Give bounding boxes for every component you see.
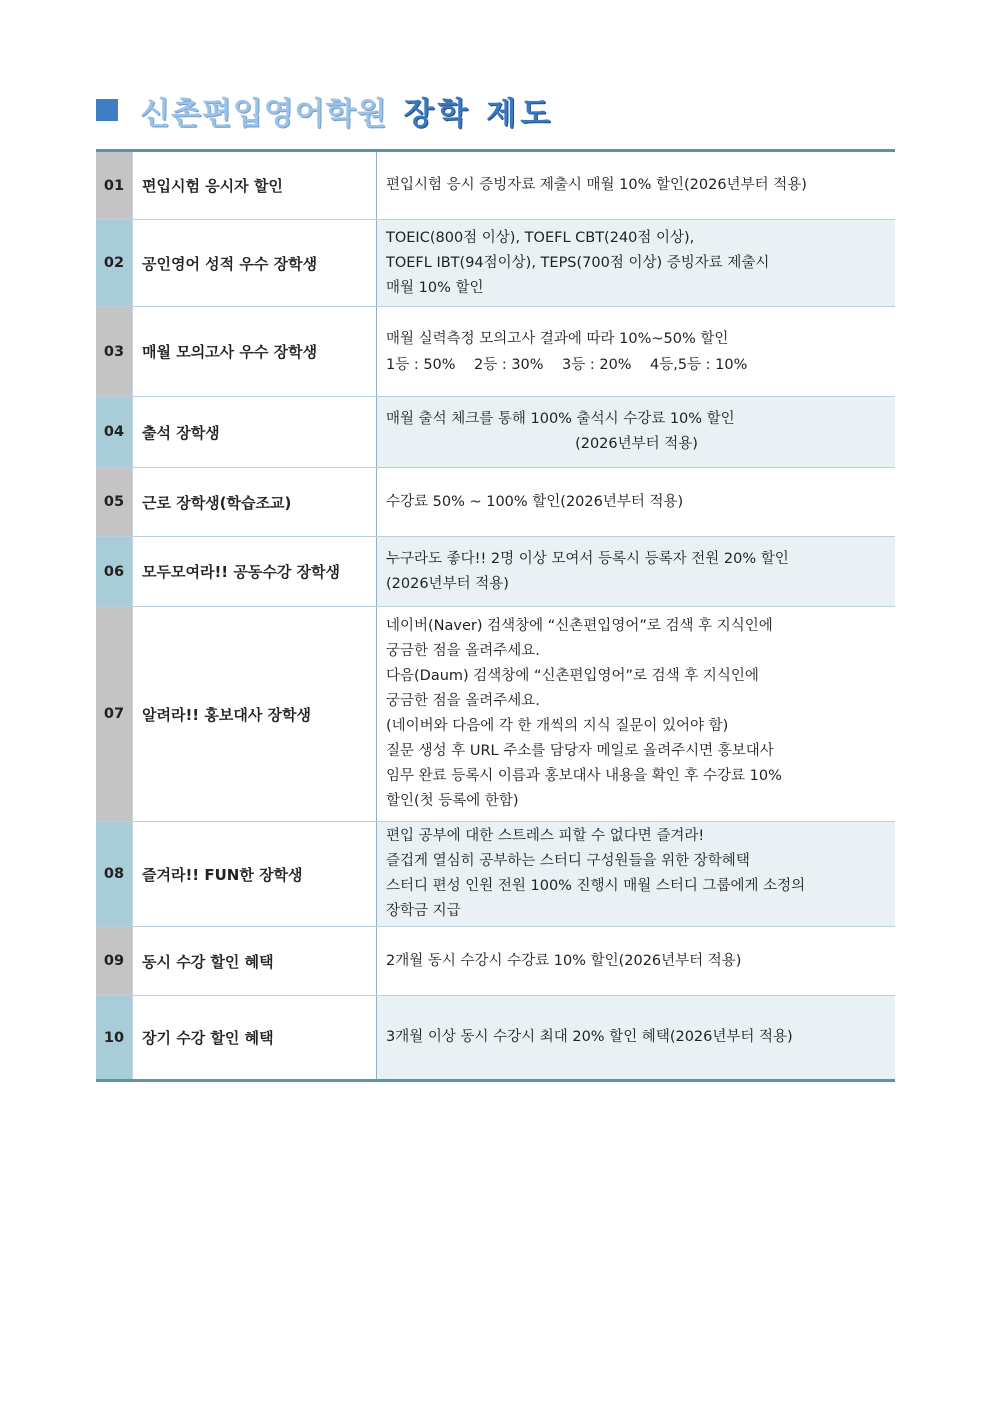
row-description: TOEIC(800점 이상), TOEFL CBT(240점 이상), TOEFL IBT(94점이상), TEPS(700점 이상) 증빙자료 제출시 매월 10% 할인 xyxy=(377,220,896,307)
table-row xyxy=(96,927,895,996)
row-title: 공인영어 성적 우수 장학생 xyxy=(133,220,377,307)
row-description: 매월 실력측정 모의고사 결과에 따라 10%~50% 할인 1등 : 50% 2등 : 30% 3등 : 20% 4등,5등 : 10% xyxy=(377,307,896,397)
row-number: 10 xyxy=(96,996,133,1081)
table-row xyxy=(96,468,895,537)
row-title: 매월 모의고사 우수 장학생 xyxy=(133,307,377,397)
square-bullet-icon xyxy=(96,99,118,121)
table-row xyxy=(96,151,895,220)
table-row xyxy=(96,220,895,307)
row-description: 3개월 이상 동시 수강시 최대 20% 할인 혜택(2026년부터 적용) xyxy=(377,996,896,1081)
row-number: 03 xyxy=(96,307,133,397)
row-number: 08 xyxy=(96,822,133,927)
row-description: 매월 출석 체크를 통해 100% 출석시 수강료 10% 할인 (2026년부터 적용) xyxy=(377,397,896,468)
table-row xyxy=(96,996,895,1081)
row-number: 04 xyxy=(96,397,133,468)
row-number: 01 xyxy=(96,151,133,220)
row-description: 네이버(Naver) 검색창에 “신촌편입영어”로 검색 후 지식인에 궁금한 점을 올려주세요. 다음(Daum) 검색창에 “신촌편입영어”로 검색 후 지식인에 궁금한 점을 올려주세요. (네이버와 다음에 각 한 개씩의 지식 질문이 있어야 함) 질문 생성 후 URL 주소를 담당자 메일로 올려주시면 홍보대사 임무 완료 등록시 이름과 홍보대사 내용을 확인 후 수강료 10% 할인(첫 등록에 한함) xyxy=(377,607,896,822)
table-row xyxy=(96,397,895,468)
row-number: 02 xyxy=(96,220,133,307)
row-description: 편입시험 응시 증빙자료 제출시 매월 10% 할인(2026년부터 적용) xyxy=(377,151,896,220)
row-number: 09 xyxy=(96,927,133,996)
row-number: 05 xyxy=(96,468,133,537)
page-title xyxy=(96,88,554,132)
row-description: 편입 공부에 대한 스트레스 피할 수 없다면 즐겨라! 즐겁게 열심히 공부하는 스터디 구성원들을 위한 장학혜택 스터디 편성 인원 전원 100% 진행시 매월 스터디 그룹에게 소정의 장학금 지급 xyxy=(377,822,896,927)
table-row xyxy=(96,822,895,927)
row-title: 편입시험 응시자 할인 xyxy=(133,151,377,220)
row-title: 모두모여라!! 공동수강 장학생 xyxy=(133,537,377,607)
table-row xyxy=(96,607,895,822)
row-description: 2개월 동시 수강시 수강료 10% 할인(2026년부터 적용) xyxy=(377,927,896,996)
table-row xyxy=(96,307,895,397)
table-row xyxy=(96,537,895,607)
row-description: 수강료 50% ~ 100% 할인(2026년부터 적용) xyxy=(377,468,896,537)
row-title: 출석 장학생 xyxy=(133,397,377,468)
row-title: 알려라!! 홍보대사 장학생 xyxy=(133,607,377,822)
scholarship-table xyxy=(96,149,895,1082)
row-title: 근로 장학생(학습조교) xyxy=(133,468,377,537)
row-title: 장기 수강 할인 혜택 xyxy=(133,996,377,1081)
row-description: 누구라도 좋다!! 2명 이상 모여서 등록시 등록자 전원 20% 할인 (2026년부터 적용) xyxy=(377,537,896,607)
title-program: 장학 제도 xyxy=(403,95,555,132)
row-title: 동시 수강 할인 혜택 xyxy=(133,927,377,996)
row-number: 07 xyxy=(96,607,133,822)
row-title: 즐겨라!! FUN한 장학생 xyxy=(133,822,377,927)
row-number: 06 xyxy=(96,537,133,607)
title-academy: 신촌편입영어학원 xyxy=(140,95,388,132)
